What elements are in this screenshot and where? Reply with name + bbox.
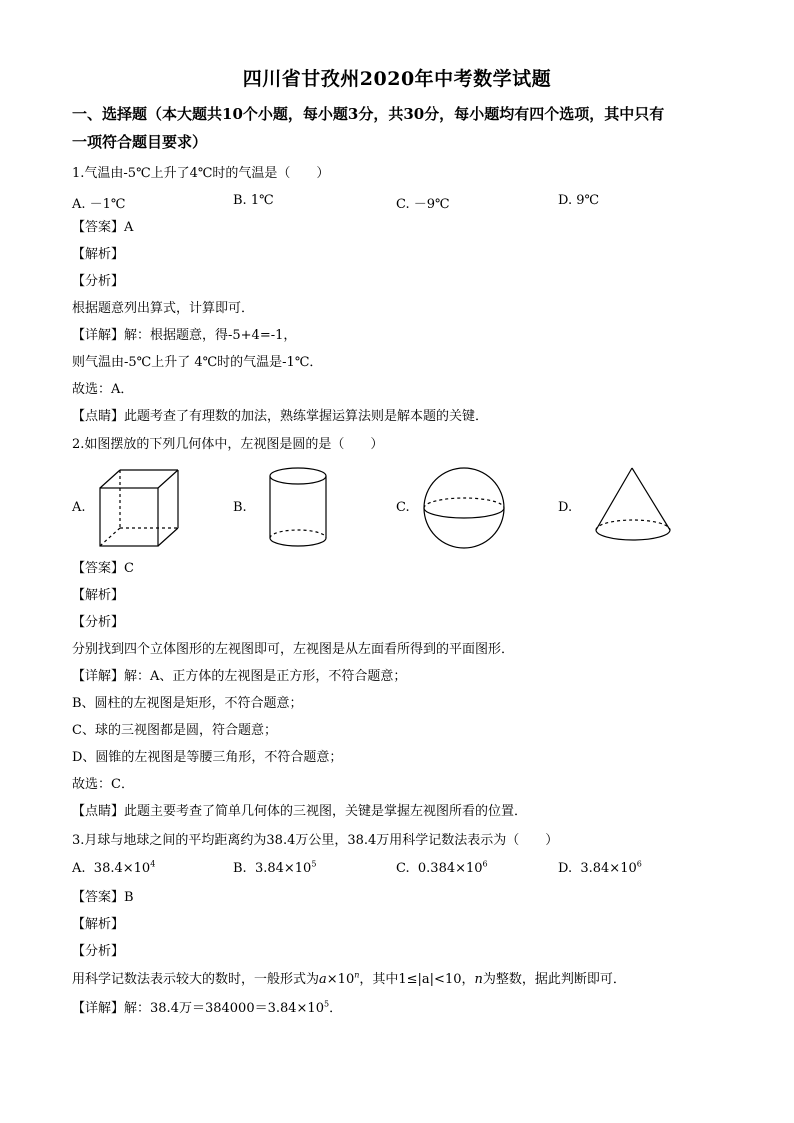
q2-detail-a: 【详解】解：A、正方体的左视图是正方形，不符合题意； [72, 669, 407, 684]
q1-choose: 故选：A． [72, 382, 134, 397]
q3-option-c: C. $0.384\times 10^6$ [396, 859, 488, 876]
q2-jiexi: 【解析】 [72, 588, 125, 603]
section-heading-line1: 一、选择题（本大题共10个小题，每小题3分，共30分，每小题均有四个选项，其中只有 [72, 105, 665, 123]
q3-answer: 【答案】B [72, 890, 134, 905]
q2-label-d: D. [558, 500, 573, 515]
q1-fenxi: 【分析】 [72, 274, 125, 289]
q3-option-d: D. $3.84\times 10^6$ [558, 859, 642, 876]
q2-label-c: C. [396, 500, 410, 515]
q3-fenxi: 【分析】 [72, 944, 125, 959]
q2-label-a: A. [72, 500, 86, 515]
q2-detail-d: D、圆锥的左视图是等腰三角形，不符合题意； [72, 750, 343, 765]
q3-detail: 【详解】解：38.4万$=384000=3.84\times 10^5$． [72, 999, 343, 1016]
section-heading-line2: 一项符合题目要求） [72, 133, 208, 151]
q2-detail-b: B、圆柱的左视图是矩形，不符合题意； [72, 696, 303, 711]
q2-stem: 2.如图摆放的下列几何体中，左视图是圆的是（ ） [72, 437, 384, 452]
q2-fenxi: 【分析】 [72, 615, 125, 630]
q2-fenxi-text: 分别找到四个立体图形的左视图即可，左视图是从左面看所得到的平面图形． [72, 642, 515, 657]
q1-option-c: C. －9℃ [396, 197, 450, 212]
page-title: 四川省甘孜州2020年中考数学试题 [242, 68, 552, 90]
q1-stem: 1.气温由-5℃上升了4℃时的气温是（ ） [72, 166, 330, 181]
q2-label-b: B. [233, 500, 247, 515]
q2-comment: 【点睛】此题主要考查了简单几何体的三视图，关键是掌握左视图所看的位置． [72, 804, 528, 819]
q2-detail-c: C、球的三视图都是圆，符合题意； [72, 723, 277, 738]
cylinder-figure [268, 466, 328, 550]
q3-fenxi-text: 用科学记数法表示较大的数时，一般形式为$a\times 10^n$，其中1≤|a|<10，n为整数，据此判断即可． [72, 970, 626, 987]
q1-jiexi: 【解析】 [72, 247, 125, 262]
q1-fenxi-text: 根据题意列出算式，计算即可． [72, 301, 255, 316]
q1-option-d: D. 9℃ [558, 193, 600, 208]
q2-answer: 【答案】C [72, 561, 134, 576]
q3-stem: 3.月球与地球之间的平均距离约为38.4万公里，38.4万用科学记数法表示为（ ） [72, 833, 559, 848]
sphere-figure [422, 466, 506, 550]
q3-option-b: B. $3.84\times 10^5$ [233, 859, 317, 876]
q3-jiexi: 【解析】 [72, 917, 125, 932]
q3-option-a: A. $38.4\times 10^4$ [72, 859, 156, 876]
q1-option-b: B. 1℃ [233, 193, 274, 208]
q1-option-a: A. －1℃ [72, 197, 126, 212]
cone-figure [592, 466, 674, 546]
q1-detail2: 则气温由-5℃上升了 4℃时的气温是-1℃． [72, 355, 323, 370]
q1-comment: 【点睛】此题考查了有理数的加法，熟练掌握运算法则是解本题的关键． [72, 409, 489, 424]
q2-choose: 故选：C． [72, 777, 134, 792]
cube-figure [98, 468, 180, 548]
q1-answer: 【答案】A [72, 220, 134, 235]
cube-front-face [100, 488, 158, 546]
q1-detail: 【详解】解：根据题意，得-5+4=-1， [72, 328, 297, 343]
